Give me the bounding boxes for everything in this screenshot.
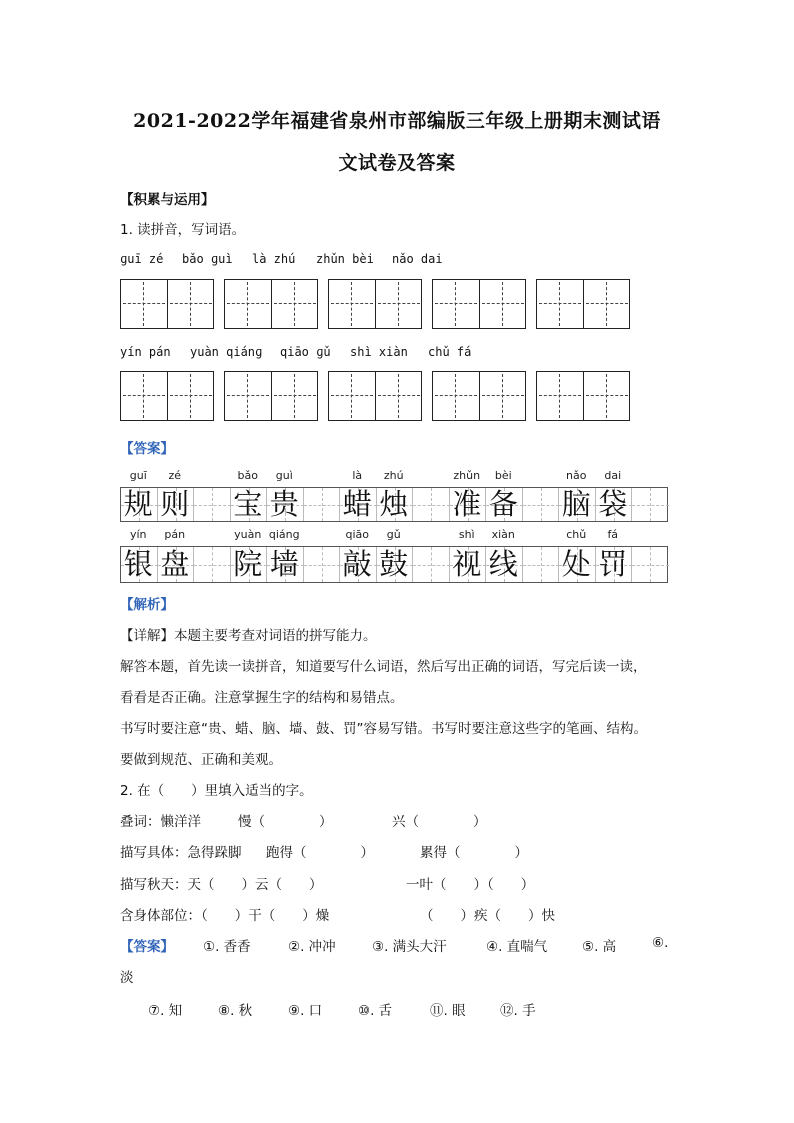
fill-blank[interactable]: 含身体部位：（ ）干（ ）燥 (120, 908, 330, 924)
answer-pinyin: xiàn (491, 528, 515, 541)
answer-pinyin: pán (164, 528, 186, 541)
answer-item: ①. 香香 (203, 939, 251, 955)
answer-pinyin: fá (607, 528, 619, 541)
answer-grid-cell (523, 488, 560, 521)
answer-label: 【答案】 (120, 441, 174, 457)
writing-grid[interactable] (536, 371, 630, 421)
answer-item: ④. 直喘气 (486, 939, 548, 955)
pinyin-label: ɡuī zé (120, 252, 164, 266)
answer-character: 规 (123, 487, 153, 521)
answer-pinyin: zé (168, 469, 182, 482)
answer-item: ⑨. 口 (288, 1003, 323, 1019)
answer-item: ⑧. 秋 (218, 1003, 253, 1019)
fill-blank[interactable]: 描写秋天：天（ ）云（ ） (120, 877, 323, 893)
answer-character: 盘 (160, 547, 190, 581)
question-2-prompt: 2. 在（ ）里填入适当的字。 (120, 783, 313, 799)
answer-character: 敲 (342, 547, 372, 581)
answer-grid-cell (304, 488, 341, 521)
pinyin-label: qiāo ɡǔ (280, 345, 331, 359)
fill-blank[interactable]: 慢（ ） (238, 814, 333, 830)
pinyin-label: yín pán (120, 345, 171, 359)
answer-character: 蜡 (342, 487, 372, 521)
fill-blank[interactable]: （ ）疾（ ）快 (420, 908, 555, 924)
answer-character: 视 (452, 547, 482, 581)
answer-grid-cell (413, 488, 450, 521)
writing-grid[interactable] (328, 279, 422, 329)
answer-pinyin: bèi (494, 469, 512, 482)
pinyin-label: nǎo dai (392, 252, 443, 266)
answer-pinyin: zhǔn (453, 469, 481, 482)
writing-grid[interactable] (328, 371, 422, 421)
answer-pinyin: guì (275, 469, 293, 482)
answer-grid-cell (632, 488, 669, 521)
answer-item: ⑦. 知 (148, 1003, 183, 1019)
answer-grid-cell (632, 547, 669, 582)
writing-grid[interactable] (120, 279, 214, 329)
answer-pinyin: bǎo (237, 469, 258, 482)
answer-grid-cell (413, 547, 450, 582)
answer-item: ⑪. 眼 (430, 1003, 466, 1019)
writing-grid[interactable] (432, 371, 526, 421)
answer-item: ⑩. 舌 (358, 1003, 393, 1019)
analysis-paragraph: 书写时要注意“贵、蜡、脑、墙、鼓、罚”容易写错。书写时要注意这些字的笔画、结构。 (120, 721, 647, 737)
answer-item-wrap: 淡 (120, 970, 134, 986)
pinyin-label: chǔ fá (428, 345, 472, 359)
detail-text: 【详解】本题主要考查对词语的拼写能力。 (120, 628, 377, 644)
answer-character: 线 (488, 547, 518, 581)
writing-grid[interactable] (432, 279, 526, 329)
answer-item: ②. 冲冲 (288, 939, 336, 955)
answer-character: 贵 (269, 487, 299, 521)
answer-pinyin: dai (604, 469, 622, 482)
answer-character: 准 (452, 487, 482, 521)
analysis-paragraph: 解答本题，首先读一读拼音，知道要写什么词语，然后写出正确的词语，写完后读一读， (120, 659, 647, 675)
pinyin-label: là zhú (252, 252, 296, 266)
page-title-line2: 文试卷及答案 (338, 152, 456, 174)
answer-label: 【答案】 (120, 939, 174, 955)
answer-character: 院 (233, 547, 263, 581)
answer-item: ⑤. 高 (582, 939, 617, 955)
answer-pinyin: guī (129, 469, 147, 482)
page-title: 2021-2022学年福建省泉州市部编版三年级上册期末测试语 (133, 110, 661, 132)
answer-item: ③. 满头大汗 (372, 939, 447, 955)
answer-character: 宝 (233, 487, 263, 521)
answer-item: ⑫. 手 (500, 1003, 536, 1019)
fill-blank[interactable]: 兴（ ） (392, 814, 487, 830)
answer-pinyin: gǔ (386, 528, 401, 541)
answer-character: 烛 (379, 487, 409, 521)
answer-character: 墙 (269, 547, 299, 581)
fill-blank[interactable]: 跑得（ ） (266, 845, 374, 861)
fill-line-label: 描写具体：急得跺脚 (120, 845, 242, 861)
answer-character: 银 (123, 547, 153, 581)
answer-pinyin: yuàn (234, 528, 262, 541)
answer-grid-cell (523, 547, 560, 582)
answer-pinyin: nǎo (566, 469, 587, 482)
answer-pinyin: zhú (383, 469, 404, 482)
writing-grid[interactable] (224, 279, 318, 329)
fill-blank[interactable]: 累得（ ） (420, 845, 528, 861)
answer-pinyin: shì (458, 528, 475, 541)
answer-character: 袋 (598, 487, 628, 521)
answer-pinyin: yín (129, 528, 147, 541)
pinyin-label: bǎo ɡuì (182, 252, 233, 266)
analysis-paragraph: 要做到规范、正确和美观。 (120, 752, 282, 768)
answer-pinyin: chǔ (566, 528, 587, 541)
fill-blank[interactable]: 一叶（ ）（ ） (406, 877, 535, 893)
question-1-prompt: 1. 读拼音，写词语。 (120, 222, 246, 238)
pinyin-label: zhǔn bèi (316, 252, 374, 266)
answer-grid-cell (194, 488, 231, 521)
analysis-label: 【解析】 (120, 597, 174, 613)
pinyin-label: shì xiàn (350, 345, 408, 359)
answer-character: 备 (488, 487, 518, 521)
pinyin-label: yuàn qiánɡ (190, 345, 263, 359)
answer-grid-cell (194, 547, 231, 582)
answer-pinyin: là (352, 469, 363, 482)
fill-line-label: 叠词：懒洋洋 (120, 814, 201, 830)
answer-character: 罚 (598, 547, 628, 581)
answer-pinyin: qiāo (345, 528, 369, 541)
answer-pinyin: qiáng (268, 528, 300, 541)
answer-character: 则 (160, 487, 190, 521)
answer-item: ⑥. (652, 935, 669, 951)
writing-grid[interactable] (536, 279, 630, 329)
writing-grid[interactable] (224, 371, 318, 421)
answer-character: 鼓 (379, 547, 409, 581)
answer-character: 处 (561, 547, 591, 581)
answer-grid-cell (304, 547, 341, 582)
writing-grid[interactable] (120, 371, 214, 421)
answer-character: 脑 (561, 487, 591, 521)
section-heading: 【积累与运用】 (120, 192, 215, 208)
analysis-paragraph: 看看是否正确。注意掌握生字的结构和易错点。 (120, 690, 404, 706)
